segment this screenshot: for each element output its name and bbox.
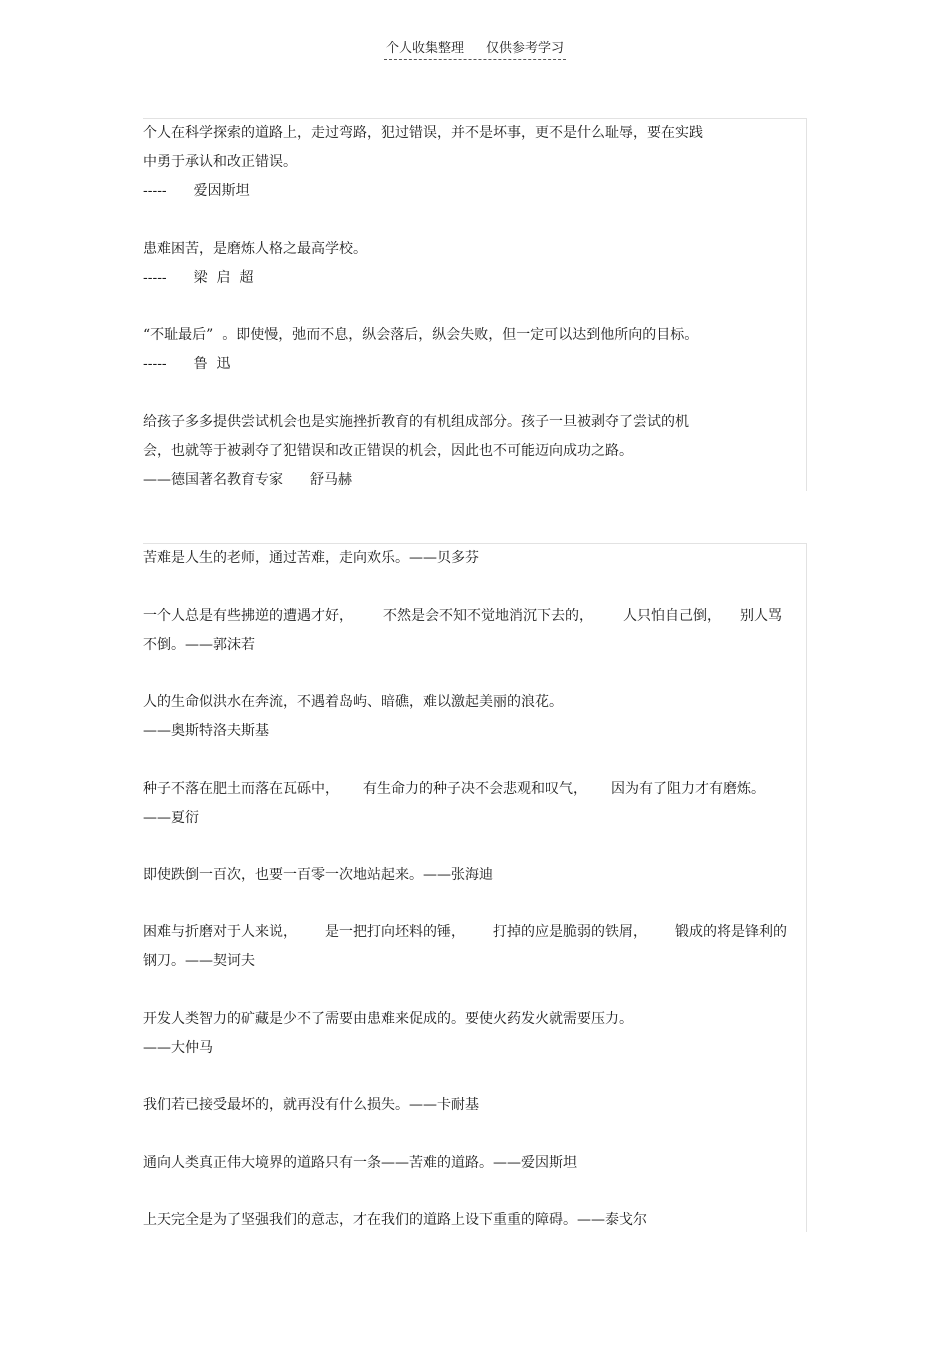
- quote-8-line-2: ——夏衍: [143, 810, 199, 826]
- quote-11-line-2: ——大仲马: [143, 1040, 213, 1056]
- quote-box-1: [143, 118, 807, 491]
- quote-3-attribution: [143, 355, 231, 373]
- quote-7-line-1: 人的生命似洪水在奔流，不遇着岛屿、暗礁，难以激起美丽的浪花。: [143, 694, 563, 710]
- quote-10-part-c: 打掉的应是脆弱的铁屑，: [493, 924, 647, 940]
- quote-4-attribution: [143, 471, 352, 489]
- quote-3-line-1: “不耻最后” 。即使慢，弛而不息，纵会落后，纵会失败，但一定可以达到他所向的目标。: [143, 327, 699, 343]
- quote-8-part-a: 种子不落在肥土而落在瓦砾中，: [143, 781, 339, 797]
- quote-10-part-a: 困难与折磨对于人来说，: [143, 924, 297, 940]
- header-left: 个人收集整理: [385, 41, 464, 56]
- quote-2-line-1: 患难困苦，是磨炼人格之最高学校。: [143, 241, 367, 257]
- attribution-author: 鲁 迅: [193, 356, 231, 372]
- quote-6-part-b: 不然是会不知不觉地消沉下去的，: [383, 608, 593, 624]
- attribution-author: 梁 启 超: [193, 270, 254, 286]
- quote-10-line-2: 钢刀。——契诃夫: [143, 953, 255, 969]
- quote-box-2: [143, 543, 807, 1232]
- quote-6-part-d: 别人骂: [740, 608, 782, 624]
- quote-8-part-c: 因为有了阻力才有磨炼。: [611, 781, 765, 797]
- quote-4-line-2: 会，也就等于被剥夺了犯错误和改正错误的机会，因此也不可能迈向成功之路。: [143, 443, 633, 459]
- quote-1-line-1: 个人在科学探索的道路上，走过弯路，犯过错误，并不是坏事，更不是什么耻辱，要在实践: [143, 125, 703, 141]
- header-right: 仅供参考学习: [486, 41, 565, 56]
- quote-10-part-d: 锻成的将是锋利的: [675, 924, 787, 940]
- quote-2-attribution: [143, 269, 253, 287]
- quote-8-line-1: [143, 780, 765, 798]
- quote-13-line-1: 通向人类真正伟大境界的道路只有一条——苦难的道路。——爱因斯坦: [143, 1155, 577, 1171]
- quote-4-line-1: 给孩子多多提供尝试机会也是实施挫折教育的有机组成部分。孩子一旦被剥夺了尝试的机: [143, 414, 689, 430]
- quote-11-line-1: 开发人类智力的矿藏是少不了需要由患难来促成的。要使火药发火就需要压力。: [143, 1011, 633, 1027]
- attribution-dash: -----: [143, 356, 167, 372]
- attribution-source: ——德国著名教育专家: [143, 472, 283, 488]
- attribution-author: 爱因斯坦: [193, 183, 250, 199]
- quote-14-line-1: 上天完全是为了坚强我们的意志，才在我们的道路上设下重重的障碍。——泰戈尔: [143, 1212, 647, 1228]
- quote-6-part-a: 一个人总是有些拂逆的遭遇才好，: [143, 608, 353, 624]
- quote-6-line-2: 不倒。——郭沫若: [143, 637, 255, 653]
- quote-5-line-1: 苦难是人生的老师，通过苦难，走向欢乐。——贝多芬: [143, 550, 479, 566]
- quote-10-part-b: 是一把打向坯料的锤，: [325, 924, 465, 940]
- attribution-author: 舒马赫: [310, 472, 352, 488]
- quote-6-part-c: 人只怕自己倒，: [623, 608, 721, 624]
- attribution-dash: -----: [143, 183, 167, 199]
- quote-12-line-1: 我们若已接受最坏的，就再没有什么损失。——卡耐基: [143, 1097, 479, 1113]
- attribution-dash: -----: [143, 270, 167, 286]
- quote-9-line-1: 即使跌倒一百次，也要一百零一次地站起来。——张海迪: [143, 867, 493, 883]
- quote-7-line-2: ——奥斯特洛夫斯基: [143, 723, 269, 739]
- header-text: [384, 40, 566, 60]
- page-header: [0, 40, 950, 60]
- quote-1-line-2: 中勇于承认和改正错误。: [143, 154, 297, 170]
- quote-6-line-1: [143, 607, 782, 625]
- quote-10-line-1: [143, 923, 787, 941]
- quote-8-part-b: 有生命力的种子决不会悲观和叹气，: [363, 781, 587, 797]
- quote-1-attribution: [143, 182, 250, 200]
